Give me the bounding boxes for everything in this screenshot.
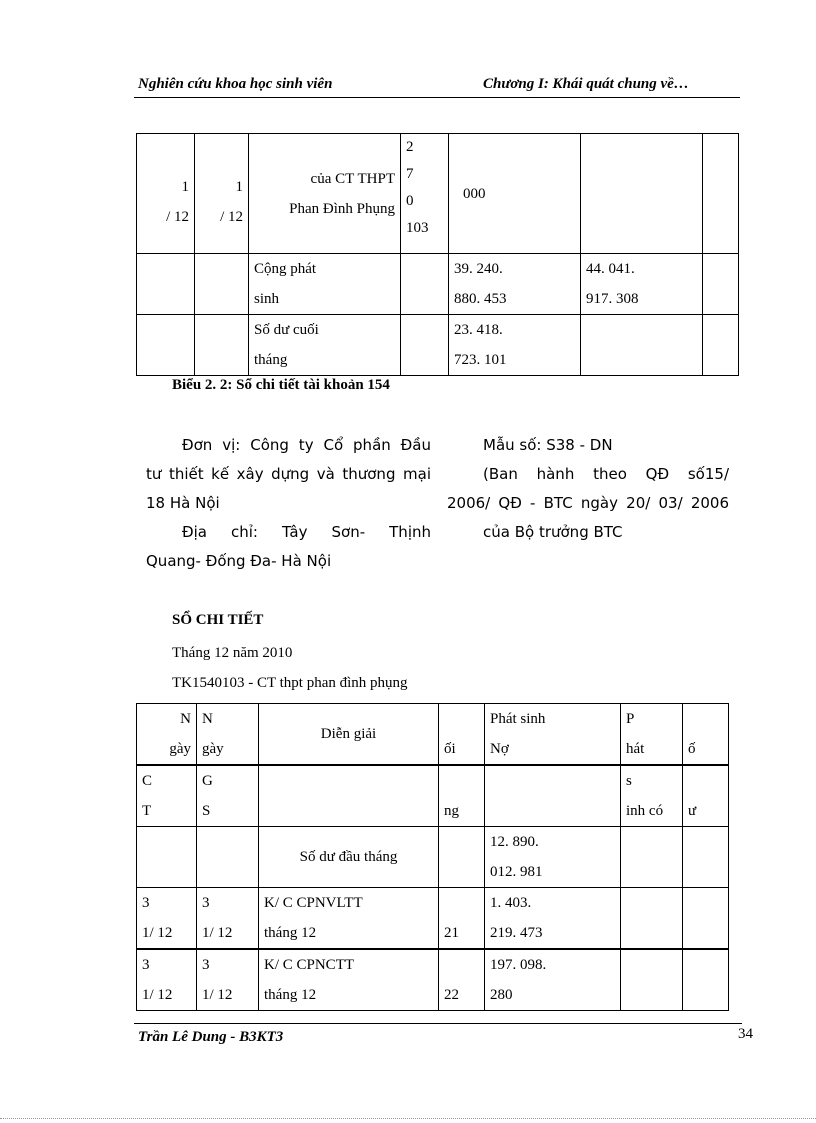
- table-cell: [197, 827, 259, 888]
- table-cell: của CT THPT Phan Đình Phụng: [249, 134, 401, 254]
- table-cell: Cộng phát sinh: [249, 254, 401, 315]
- header-cell: ối: [439, 704, 485, 766]
- table-cell: [683, 949, 729, 1011]
- ledger-account: TK1540103 - CT thpt phan đình phụng: [172, 675, 408, 691]
- unit-line-2: tư thiết kế xây dựng và thương mại: [146, 465, 431, 483]
- header-left: Nghiên cứu khoa học sinh viên: [138, 76, 333, 92]
- table-cell: 1 / 12: [137, 134, 195, 254]
- table-cell: [439, 827, 485, 888]
- table-cell: 000: [449, 134, 581, 254]
- form-line-2: (Ban hành theo QĐ số15/: [483, 465, 729, 483]
- table-cell: 197. 098. 280: [485, 949, 621, 1011]
- table-cell: 22: [439, 949, 485, 1011]
- table-cell: 12. 890. 012. 981: [485, 827, 621, 888]
- table-cell: K/ C CPNVLTT tháng 12: [259, 888, 439, 950]
- header-cell: N gày: [137, 704, 197, 766]
- unit-address-1: Địa chỉ: Tây Sơn- Thịnh: [182, 523, 431, 541]
- table-cell: [621, 949, 683, 1011]
- ledger-table-continued: [136, 133, 739, 376]
- table-cell: [703, 254, 739, 315]
- header-divider: [134, 97, 740, 98]
- table-cell: [683, 888, 729, 950]
- header-cell: Phát sinh Nợ: [485, 704, 621, 766]
- header-cell: ư: [683, 765, 729, 827]
- header-cell: G S: [197, 765, 259, 827]
- table-row: [137, 888, 729, 950]
- footer-author: Trần Lê Dung - B3KT3: [138, 1029, 284, 1045]
- unit-address-2: Quang- Đống Đa- Hà Nội: [146, 552, 332, 570]
- table-cell: [621, 888, 683, 950]
- unit-info: [146, 431, 431, 576]
- table-cell: 1. 403. 219. 473: [485, 888, 621, 950]
- form-line-1: Mẫu số: S38 - DN: [483, 436, 613, 454]
- table-cell: [137, 315, 195, 376]
- table-cell: [401, 254, 449, 315]
- unit-line-1: Đơn vị: Công ty Cổ phần Đầu: [182, 436, 431, 454]
- form-info: [447, 431, 729, 547]
- table-caption: Biểu 2. 2: Sổ chi tiết tài khoản 154: [172, 377, 390, 393]
- table-row: [137, 134, 739, 254]
- table-cell: 3 1/ 12: [197, 949, 259, 1011]
- table-cell: 1 / 12: [195, 134, 249, 254]
- table-cell: 3 1/ 12: [137, 949, 197, 1011]
- table-cell: Số dư cuối tháng: [249, 315, 401, 376]
- table-cell: 3 1/ 12: [137, 888, 197, 950]
- table-cell: [195, 315, 249, 376]
- ledger-table: [136, 703, 729, 1011]
- header-cell: Diễn giải: [259, 704, 439, 766]
- table-cell: 23. 418. 723. 101: [449, 315, 581, 376]
- header-cell: [259, 765, 439, 827]
- table-cell: 2 7 0 103: [401, 134, 449, 254]
- form-line-3: 2006/ QĐ - BTC ngày 20/ 03/ 2006: [447, 494, 729, 512]
- header-cell: C T: [137, 765, 197, 827]
- footer-divider: [134, 1023, 742, 1024]
- table-cell: [137, 827, 197, 888]
- page-number: 34: [738, 1026, 753, 1042]
- unit-line-3: 18 Hà Nội: [146, 494, 220, 512]
- table-cell: K/ C CPNCTT tháng 12: [259, 949, 439, 1011]
- page-edge-line: [0, 1118, 816, 1120]
- table-cell: [703, 134, 739, 254]
- table-cell: 39. 240. 880. 453: [449, 254, 581, 315]
- header-cell: ố: [683, 704, 729, 766]
- ledger-title: SỔ CHI TIẾT: [172, 612, 264, 628]
- table-header-row: [137, 704, 729, 766]
- table-cell: Số dư đầu tháng: [259, 827, 439, 888]
- header-cell: P hát: [621, 704, 683, 766]
- table-row: [137, 315, 739, 376]
- table-cell: 3 1/ 12: [197, 888, 259, 950]
- table-cell: [703, 315, 739, 376]
- table-cell: [683, 827, 729, 888]
- header-cell: N gày: [197, 704, 259, 766]
- table-header-row: [137, 765, 729, 827]
- table-cell: [137, 254, 195, 315]
- table-row: [137, 827, 729, 888]
- table-row: [137, 949, 729, 1011]
- table-cell: [581, 134, 703, 254]
- header-right: Chương I: Khái quát chung về…: [483, 76, 689, 92]
- table-cell: [401, 315, 449, 376]
- table-cell: [195, 254, 249, 315]
- table-cell: 44. 041. 917. 308: [581, 254, 703, 315]
- form-line-4: của Bộ trưởng BTC: [483, 523, 623, 541]
- ledger-month: Tháng 12 năm 2010: [172, 645, 293, 661]
- table-row: [137, 254, 739, 315]
- header-cell: ng: [439, 765, 485, 827]
- table-cell: [581, 315, 703, 376]
- table-cell: [621, 827, 683, 888]
- table-cell: 21: [439, 888, 485, 950]
- header-cell: [485, 765, 621, 827]
- header-cell: s inh có: [621, 765, 683, 827]
